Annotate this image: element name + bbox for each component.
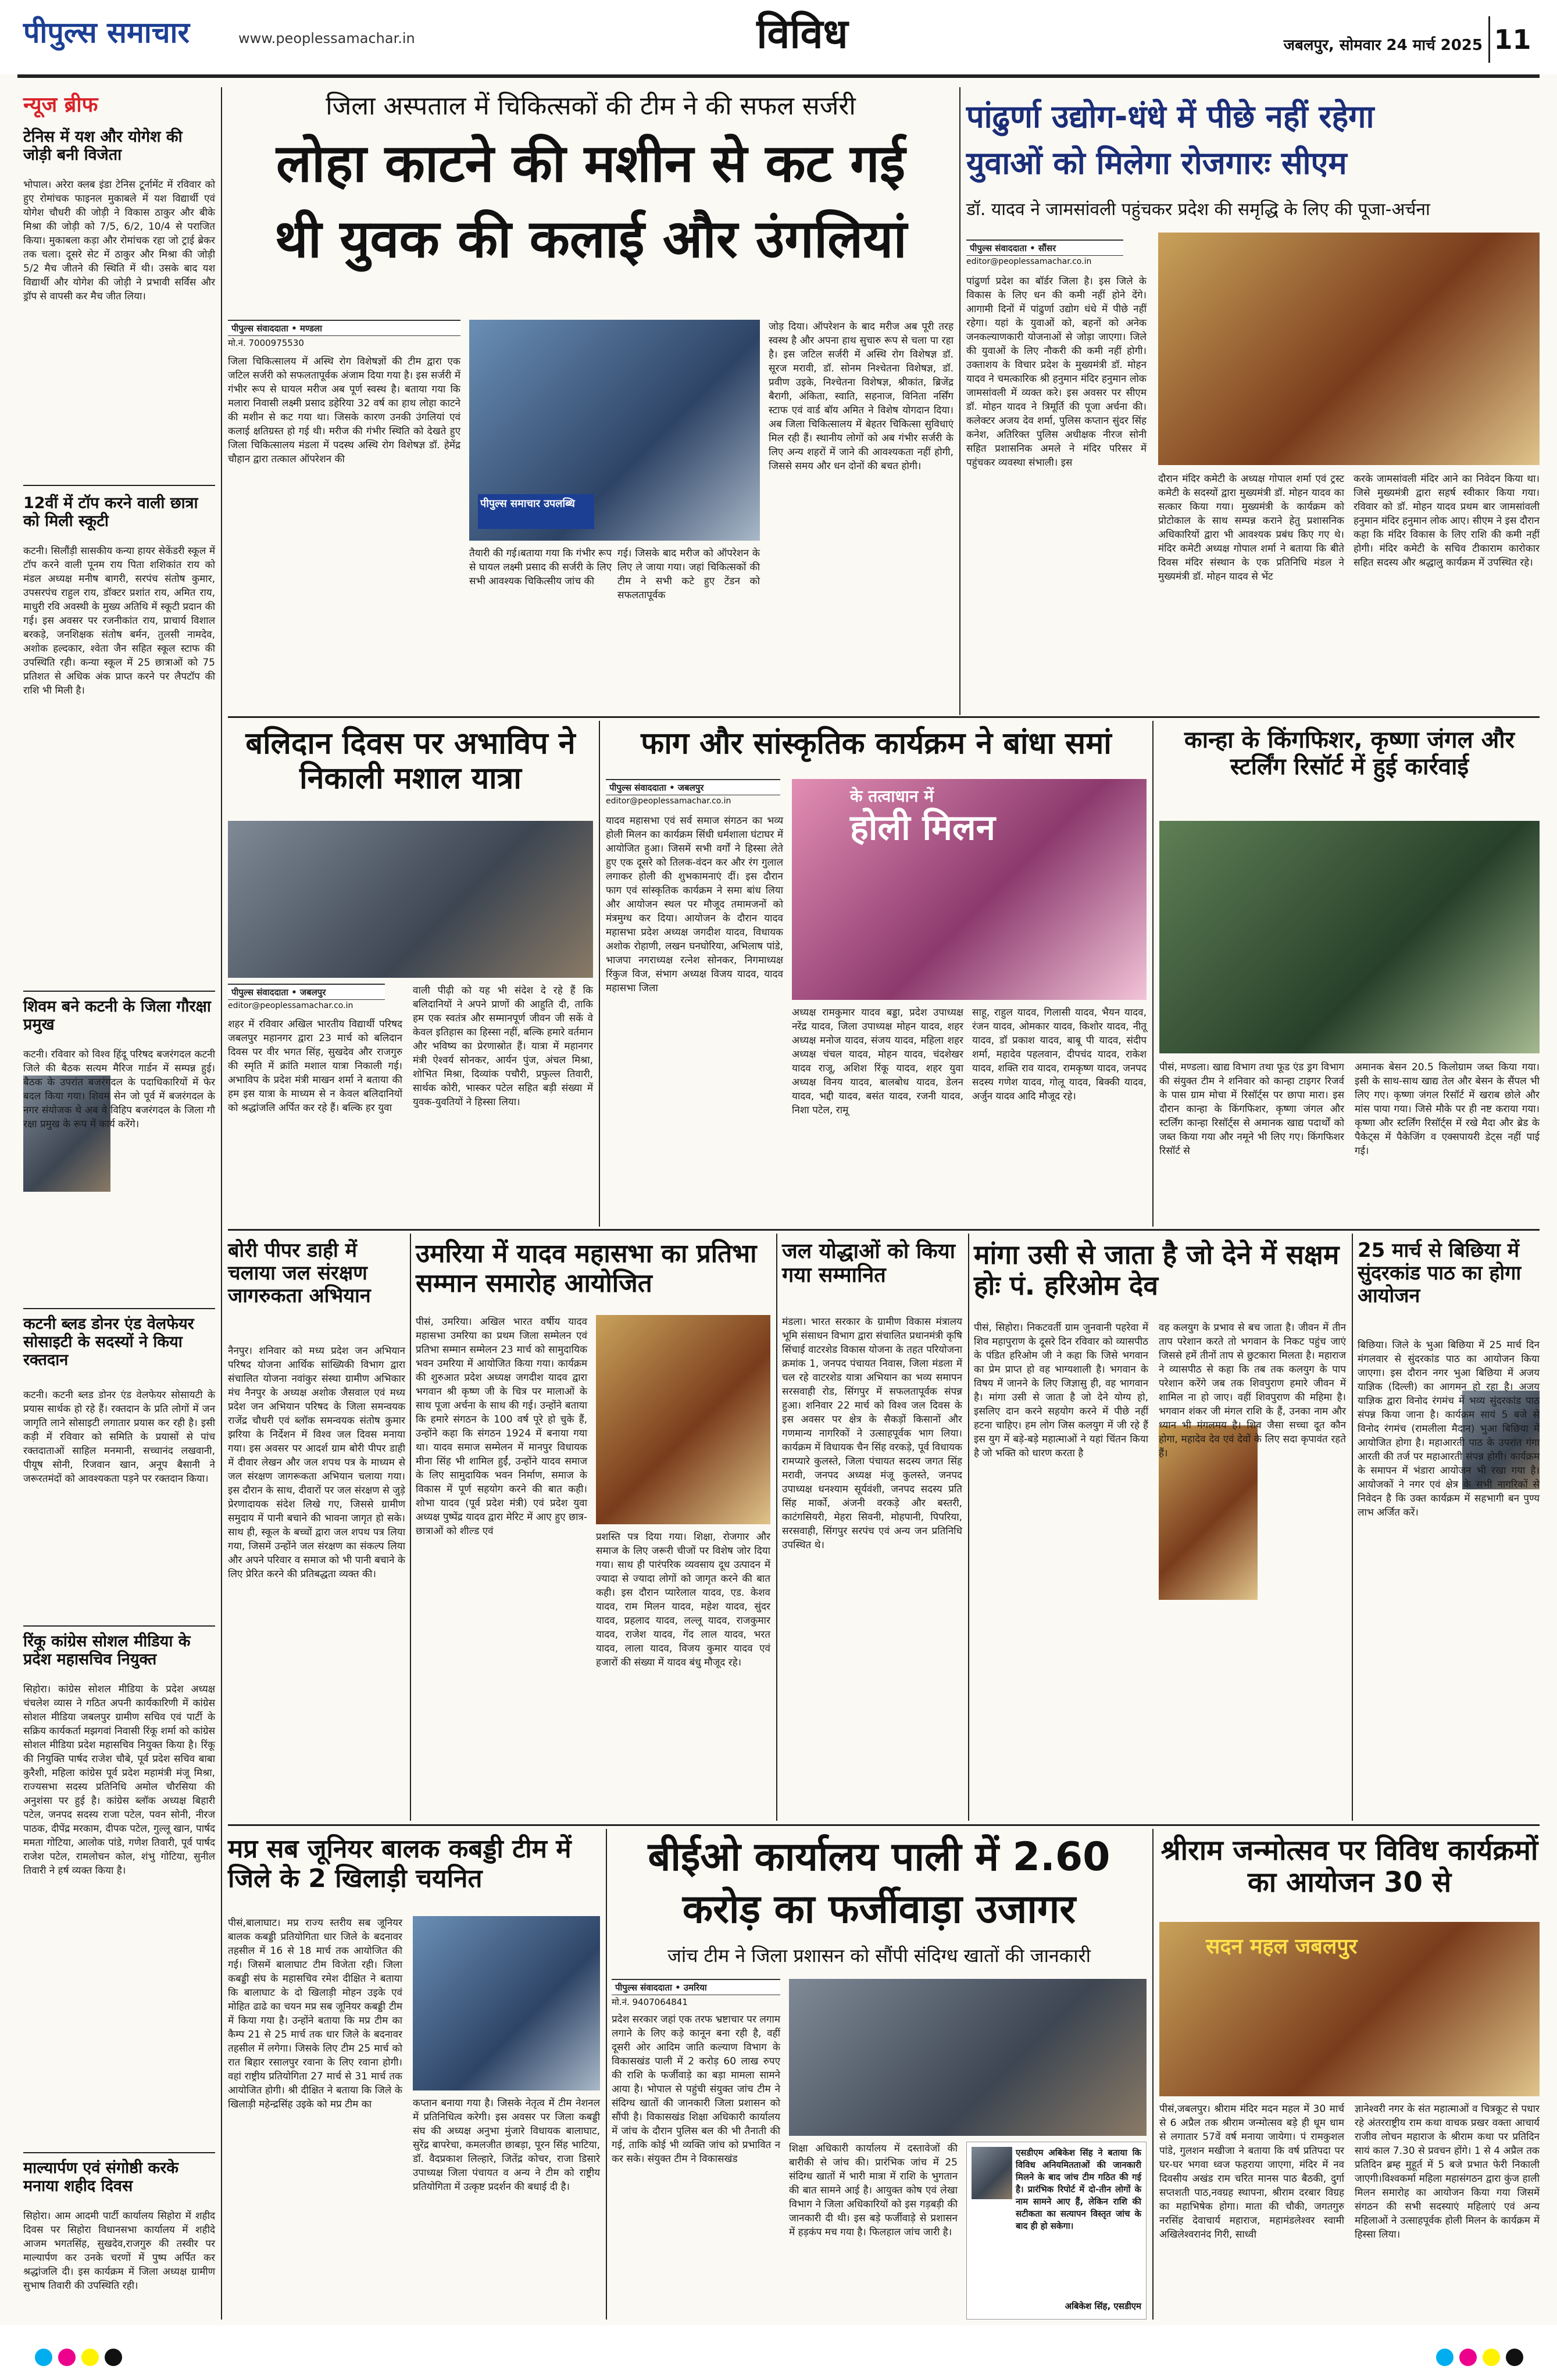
column-divider <box>1352 1234 1353 1821</box>
story-headline: पांढुर्णा उद्योग-धंधे में पीछे नहीं रहेगा <box>966 98 1374 135</box>
story-col-2: शिक्षा अधिकारी कार्यालय में दस्तावेजों की बारीकी से जांच की। प्रारंभिक जांच में 25 संदिग्ध खातों में भारी मात्रा में राशि के भुगतान की बात सामने आई है। आयुक्त कोष एवं लेखा विभाग ने जिला अधिकारियों को इस गड़बड़ी की जानकारी दी थी। इस बड़े फर्जीवाड़े से प्रशासन में हड़कंप मच गया है। फिलहाल जांच जारी है। <box>789 2143 961 2238</box>
story-headline: बलिदान दिवस पर अभाविप ने निकाली मशाल यात्रा <box>245 726 576 796</box>
brief-title-4: कटनी ब्लड डोनर एंड वेलफेयर सोसाइटी के सदस्यों ने किया रक्तदान <box>23 1315 194 1370</box>
story-headline: युवाओं को मिलेगा रोजगारः सीएम <box>966 145 1347 181</box>
brief-body-1: भोपाल। अरेरा क्लब इंडा टेनिस टूर्नामेंट में रविवार को हुए रोमांचक फाइनल मुकाबले में यश विद्यार्थी एवं योगेश चौधरी की जोड़ी ने विकास ठाकुर और बीके मिश्रा की जोड़ी को 7/5, 6/2, 10/4 से पराजित किया। मुकाबला कड़ा और रोमांचक रहा जो ट्राई ब्रेकर तक चला। दूसरे सेट में ठाकुर और मिश्रा की जोड़ी 5/2 मैच जीतने की स्थिति में थी। उसके बाद यश विद्यार्थी और योगेश की जोड़ी ने प्रभावी सर्विस और ड्रॉप से वापसी कर मैच जीत लिया। <box>23 179 219 302</box>
story-col-1: पीसं, सिहोरा। निकटवर्ती ग्राम जुनवानी पहरेवा में शिव महापुराण के दूसरे दिन रविवार को व्यासपीठ के पंडित हरिओम जी ने कहा कि जिसे भगवान का प्रेम प्राप्त हो वह भाग्यशाली है। भगवान के विषय में जानने के लिए जिज्ञासु ही, वह भागवान है। मांगा उसी से जाता है जो देने योग्य हो, इसलिए दान करने सहयोग करने में पीछे नहीं हटना चाहिए। हम लोग जिस कलयुग में जी रहे हैं इस युग में बड़े-बड़े महात्माओं ने यहां चिंतन किया है जो भक्ति को धारण करता है <box>974 1322 1152 1459</box>
quote-author: अबिकेश सिंह, एसडीएम <box>1065 2301 1141 2311</box>
story-email: editor@peoplessamachar.co.in <box>606 796 731 806</box>
column-divider <box>599 721 600 1227</box>
story-deck: जांच टीम ने जिला प्रशासन को सौंपी संदिग्ध खातों की जानकारी <box>667 1945 1091 1967</box>
story-col-1: शहर में रविवार अखिल भारतीय विद्यार्थी परिषद जबलपुर महानगर द्वारा 23 मार्च को बलिदान दिवस पर वीर भगत सिंह, सुखदेव और राजगुरु की स्मृति में क्रांति मशाल यात्रा निकाली गई। अभाविप के प्रदेश मंत्री माखन शर्मा ने बताया की हम इस यात्रा के माध्यम से न केवल बलिदानियों को श्रद्धांजलि अर्पित कर रहे हैं। बल्कि हर युवा <box>228 1019 406 1114</box>
kabaddi-player-photo <box>413 1916 600 2090</box>
masthead <box>0 0 1557 74</box>
story-headline: मांगा उसी से जाता है जो देने में सक्षम होः पं. हरिओम देव <box>974 1239 1340 1301</box>
story-byline: पीपुल्स संवाददाता • सौंसर <box>966 240 1123 256</box>
story-col-3: साहू, राहुल यादव, गिलासी यादव, भैयन यादव, रंजन यादव, ओमकार यादव, किशोर यादव, नीतू यादव, डॉ प्रकाश यादव, बाबू पी यादव, संदीप शर्मा, महादेव पहलवान, दीपचंद यादव, राकेश यादव, शक्ति राव यादव, रामकृष्ण यादव, जनपद सदस्य गणेश यादव, गोलू यादव, बिक्की यादव, अर्जुन यादव आदि मौजूद रहे। <box>972 1007 1150 1102</box>
story-mobile: मो.नं. 7000975530 <box>228 338 304 348</box>
column-divider <box>221 87 222 2320</box>
brief-body-3: कटनी। रविवार को विश्व हिंदू परिषद बजरंगदल कटनी जिले की बैठक सत्यम मैरिज गार्डन में सम्पन्न हुई। बैठक के उपरांत बजरंगदल के पदाधिकारियों में फेर बदल किया गया। शिवम सेन जो पूर्व में बजरंगदल के नगर संयोजक थे अब वे विहिप बजरंगदल के जिला गौ रक्षा प्रमुख के रूप में कार्य करेंगे। <box>23 1049 219 1130</box>
brief-title-5: रिंकू कांग्रेस सोशल मीडिया के प्रदेश महासचिव नियुक्त <box>23 1632 191 1669</box>
story-email: editor@peoplessamachar.co.in <box>966 257 1092 266</box>
holi-banner-line: के तत्वाधान में <box>850 787 934 806</box>
registration-mark <box>1483 2349 1500 2366</box>
story-body: मंडला। भारत सरकार के ग्रामीण विकास मंत्रालय भूमि संसाधन विभाग द्वारा संचालित प्रधानमंत्री कृषि सिंचाई वाटरशेड विकास योजना के तहत परियोजना क्रमांक 1, जनपद पंचायत निवास, जिला मंडला में चल रहे वाटरशेड यात्रा अभियान का भव्य समापन सरसवाही रोड, सिंगपुर में सफलतापूर्वक संपन्न हुआ। शनिवार 22 मार्च को विश्व जल दिवस के इस अवसर पर क्षेत्र के सैकड़ों किसानों और गणमान्य नागरिकों ने उत्साहपूर्वक भाग लिया। कार्यक्रम में विधायक चैन सिंह वरकड़े, पूर्व विधायक रामप्यारे कुलस्ते, जिला पंचायत सदस्य जगत सिंह मरावी, जनपद अध्यक्ष मंजू कुलस्ते, जनपद उपाध्यक्ष धनश्याम सूर्यवंशी, जनपद सदस्य प्रति सिंह मार्को, अंजनी वरकड़े और बस्तरी, काटंगसियरी, मेहरा सिवनी, मोहपानी, पिपरिया, सरसवाही, सिंगपुर सरपंच एवं अन्य जन प्रतिनिधि उपस्थित थे। <box>782 1316 966 1551</box>
story-yadav-mahasabha <box>416 1234 774 1821</box>
story-byline: पीपुल्स संवाददाता • जबलपुर <box>228 984 385 1000</box>
story-byline: पीपुल्स संवाददाता • मण्डला <box>228 320 460 336</box>
story-headline: करोड़ का फर्जीवाड़ा उजागर <box>682 1886 1076 1932</box>
column-divider <box>606 1829 607 2320</box>
registration-mark <box>35 2349 52 2366</box>
column-divider <box>776 1234 777 1821</box>
story-kanha-raid <box>1159 721 1543 1227</box>
quote-text: एसडीएम अबिकेश सिंह ने बताया कि विविध अनियमितताओं की जानकारी मिलने के बाद जांच टीम गठित की गई है। प्रारंभिक रिपोर्ट में दो-तीन लोगों के नाम सामने आए हैं, लेकिन राशि की सटीकता का सत्यापन विस्तृत जांच के बाद ही हो सकेगा। <box>1016 2147 1145 2231</box>
story-col-1: पीसं, उमरिया। अखिल भारत वर्षीय यादव महासभा उमरिया का प्रथम जिला सम्मेलन एवं प्रतिभा सम्मान सम्मेलन 23 मार्च को सामुदायिक भवन उमरिया में आयोजित किया गया। कार्यक्रम की शुरुआत प्रदेश अध्यक्ष जगदीश यादव द्वारा भगवान श्री कृष्ण जी के चित्र पर मालाओं के साथ पूजा अर्चना के साथ की गई। उन्होंने बताया कि हमारे संगठन के 100 वर्ष पूरे हो चुके हैं, उन्होंने कहा कि संगठन 1924 में बनाया गया था। यादव समाज सम्मेलन में मानपुर विधायक मीना सिंह भी शामिल हुईं, उन्होंने यादव समाज के लिए सामुदायिक भवन निर्माण, समाज के विकास में पूर्ण सहयोग करने की बात कही। शोभा यादव (पूर्व प्रदेश मंत्री) एवं प्रदेश युवा अध्यक्ष पुष्पेंद्र यादव द्वारा मेरिट में आए हुए छात्र-छात्राओं को शील्ड एवं <box>416 1316 591 1537</box>
story-col-2: वह कलयुग के प्रभाव से बच जाता है। जीवन में तीन ताप परेशान करते तो भगवान के निकट पहुंच जाएं जिससे हमें तीनों ताप से छुटकारा मिलता है। महाराज ने व्यासपीठ से कहा कि तब तक कलयुग के पाप परेशान करेंगे जब तक शिवपुराण हमारे जीवन में शामिल ना हो जाए। वहीं शिवपुराण की महिमा है। भगवान शंकर जी मंगल राशि के हैं, उनका नाम और ध्यान भी मंगलमय है। शिव जैसा सच्चा दूत कौन होगा, महादेव देव एवं देवों के लिए सदा कृपावंत रहते हैं। <box>1159 1322 1349 1459</box>
story-headline: श्रीराम जन्मोत्सव पर विविध कार्यक्रमों का आयोजन 30 से <box>1160 1834 1538 1899</box>
story-water-warriors <box>782 1234 966 1821</box>
story-col-3: गई। जिसके बाद मरीज को ऑपरेशन के लिए ले जाया गया। जहां चिकित्सकों की टीम ने सभी कटे हुए टेंडन को सफलतापूर्वक <box>617 548 763 601</box>
story-holi-milan <box>606 721 1150 1227</box>
registration-mark <box>105 2349 122 2366</box>
seized-food-photo <box>1159 821 1540 1053</box>
sdm-quote-box <box>966 2142 1147 2320</box>
story-col-2: प्रशस्ति पत्र दिया गया। शिक्षा, रोजगार और समाज के लिए जरूरी चीजों पर विशेष जोर दिया गया। साथ ही पारंपरिक व्यवसाय दूध उत्पादन में ज्यादा से ज्यादा लोगों को जागृत करने की बात कही। इस दौरान प्यारेलाल यादव, एड. केशव यादव, राम मिलन यादव, महेश यादव, सुंदर यादव, प्रहलाद यादव, लल्लू यादव, राजकुमार यादव, राजेश यादव, गेंद लाल यादव, भरत यादव, लाला यादव, विजय कुमार यादव एवं हजारों की संख्या में यादव बंधु मौजूद रहे। <box>596 1531 774 1668</box>
story-col-1: पीसं,बालाघाट। मप्र राज्य स्तरीय सब जूनियर बालक कबड्डी प्रतियोगिता धार जिले के बदनावर तहसील में 16 से 18 मार्च तक आयोजित की गई। जिसमें बालाघाट टीम विजेता रही। जिला कबड्डी संघ के महासचिव रमेश दीक्षित ने बताया कि बालाघाट के दो खिलाड़ी मोहन उइके एवं मोहित ढाढे का चयन मप्र सब जूनियर कबड्डी टीम में किया गया है। उन्होंने बताया कि मप्र टीम का कैम्प 21 से 25 मार्च तक धार जिले के बदनावर तहसील में लगेगा। जिसके लिए टीम 25 मार्च को रात बिहार रसालपुर रवाना के लिए रवाना होगी। वहां राष्ट्रीय प्रतियोगिता 27 मार्च से 31 मार्च तक आयोजित होगी। श्री दीक्षित ने बताया कि जिले के खिलाड़ी महेन्द्रसिंह उइके को मप्र टीम का <box>228 1917 406 2110</box>
row-divider <box>228 1229 1540 1231</box>
brief-divider <box>23 485 215 486</box>
brief-divider <box>23 1308 215 1309</box>
story-email: editor@peoplessamachar.co.in <box>228 1001 353 1010</box>
brand-logo: पीपुल्स समाचार <box>23 16 190 49</box>
holi-banner-title: होली मिलन <box>850 807 995 848</box>
page-number: 11 <box>1488 16 1535 63</box>
story-body: बिछिया। जिले के भुआ बिछिया में 25 मार्च दिन मंगलवार से सुंदरकांड पाठ का आयोजन किया जाएगा। इस दौरान नगर भुआ बिछिया में अजय याज्ञिक (दिल्ली) का आगमन हो रहा है। अजय याज्ञिक द्वारा विनोद रंगमंच में भव्य सुंदरकांड पाठ संपन्न किया जाना है। कार्यक्रम सायं 5 बजे से विनोद रंगमंच (रामलीला मैदान) भुआ बिछिया में आयोजित होगा है। महाआरती पाठ के उपरांत गंगा आरती की तर्ज पर महाआरती संपन्न होगी। कार्यक्रम के समापन में भंडारा आयोजन भी रखा गया है। आयोजकों ने नगर एवं क्षेत्र के सभी नागरिकों से निवेदन है कि उक्त कार्यक्रम में सहभागी बन पुण्य लाभ अर्जित करें। <box>1358 1339 1543 1518</box>
column-divider <box>1152 721 1154 1227</box>
story-ram-janmotsav <box>1159 1829 1543 2320</box>
brief-divider <box>23 1625 215 1627</box>
story-headline: मप्र सब जूनियर बालक कबड्डी टीम में जिले के 2 खिलाड़ी चयनित <box>228 1834 572 1893</box>
story-col-2: कप्तान बनाया गया है। जिसके नेतृत्व में टीम नेशनल में प्रतिनिधित्व करेगी। इस अवसर पर जिला कबड्डी संघ की अध्यक्ष अनुभा मुंजारे विधायक बालाघाट, सुरेंद्र बापरेचा, कमलजीत छाबड़ा, पूरन सिंह भाटिया, डॉ. वैदप्रकाश लिल्हारे, जितेंद्र कोचर, राजा डिसारे उपाध्यक्ष जिला पंचायत व अन्य ने टीम को राष्ट्रीय प्रतियोगिता में उत्कृष्ट प्रदर्शन की बधाई दी है। <box>413 2097 603 2193</box>
story-byline: पीपुल्स संवाददाता • जबलपुर <box>606 779 780 795</box>
brief-title-1: टेनिस में यश और योगेश की जोड़ी बनी विजेता <box>23 128 183 165</box>
story-col-3: करके जामसांवली मंदिर आने का निवेदन किया था। जिसे मुख्यमंत्री द्वारा सहर्ष स्वीकार किया गया। रविवार को डॉ. मोहन यादव प्रथम बार जामसांवली हनुमान मंदिर हनुमान लोक आए। सीएम ने इस दौरान कहा कि मंदिर विकास के लिए राशि की कमी नहीं होगी। मंदिर कमेटी के सचिव टीकाराम कारोकार सहित सदस्य और श्रद्धालु कार्यक्रम में उपस्थित रहे। <box>1354 473 1543 569</box>
story-surgery <box>228 87 957 715</box>
section-title: विविध <box>756 10 848 58</box>
felicitation-photo <box>596 1315 770 1524</box>
registration-mark <box>58 2349 76 2366</box>
story-col-1: प्रदेश सरकार जहां एक तरफ भ्रष्टाचार पर लगाम लगाने के लिए कड़े कानून बना रही है, वहीं दूसरी ओर आदिम जाति कल्याण विभाग के विकासखंड पाली में 2 करोड़ 60 लाख रुपए की राशि के फर्जीवाड़े का बड़ा मामला सामने आया है। भोपाल से पहुंची संयुक्त जांच टीम ने संदिग्ध खातों की जानकारी जिला प्रशासन को सौंपी है। विकासखंड शिक्षा अधिकारी कार्यालय में जांच के दौरान पुलिस बल की भी तैनाती की गई, ताकि कोई भी व्यक्ति जांच को प्रभावित न कर सके। संयुक्त टीम ने विकासखंड <box>612 2014 784 2165</box>
registration-mark <box>81 2349 99 2366</box>
masthead-rule <box>17 74 1540 78</box>
brief-divider <box>23 2152 215 2153</box>
brief-body-5: सिहोरा। कांग्रेस सोशल मीडिया के प्रदेश अध्यक्ष चंचलेश व्यास ने गठित अपनी कार्यकारिणी में कांग्रेस सोशल मीडिया जबलपुर ग्रामीण सचिव एवं पार्टी के सक्रिय कार्यकर्ता मझगवां निवासी रिंकू शर्मा को कांग्रेस सोशल मीडिया प्रदेश महासचिव नियुक्त किया है। रिंकू की नियुक्ति पार्षद राजेश चौबे, पूर्व प्रदेश सचिव बाबा कुरैशी, महिला कांग्रेस पूर्व प्रदेश महामंत्री मंजू मिश्रा, राज्यसभा सदस्य प्रतिनिधि अमोल चौरसिया की अनुशंसा पर हुई है। कांग्रेस ब्लॉक अध्यक्ष बिहारी पटेल, जनपद सदस्य राजा पटेल, पवन सोनी, नीरज पाठक, दीपेंद्र मरकाम, दीपक पटेल, गुल्लू खान, पार्षद ममता गोटिया, आलोक पांडे, गणेश तिवारी, पूर्व पार्षद राजेश पटेल, रामलोचन कोल, शंभु गोटिया, सुनील तिवारी ने हर्ष व्यक्त किया है। <box>23 1684 219 1877</box>
story-col-2: अमानक बेसन 20.5 किलोग्राम जब्त किया गया। इसी के साथ-साथ खाद्य तेल और बेसन के सैंपल भी लिए गए। कृष्णा जंगल रिसॉर्ट में खराब छोले और मांस पाया गया। जिसे मौके पर ही नष्ट कराया गया। कृष्णा और स्टर्लिंग रिसॉर्ट्स में रखे मैदा और ब्रेड के पैकेट्स में पैकेजिंग व एक्सपायरी डेट्स नहीं पाई गई। <box>1355 1062 1543 1157</box>
story-col-1: पांढुर्णा प्रदेश का बॉर्डर जिला है। इस जिले के विकास के लिए धन की कमी नहीं होने देंगे। आगामी दिनों में पांढुर्णा उद्योग धंधे में पीछे नहीं रहेगा। यहां के युवाओं को, बहनों को अनेक जनकल्याणकारी योजनाओं से जोड़ा जाएगा। जिले की युवाओं के लिए नौकरी की कमी नहीं होगी। उक्ताशय के विचार प्रदेश के मुख्यमंत्री डॉ. मोहन यादव ने चमत्कारिक श्री हनुमान मंदिर हनुमान लोक जामसांवली में व्यक्त करे। इस अवसर पर सीएम डॉ. मोहन यादव ने त्रिमूर्ति की पूजा अर्चना की। कलेक्टर अजय देव शर्मा, पुलिस कप्तान सुंदर सिंह कनेश, अतिरिक्त पुलिस अधीक्षक नीरज सोनी सहित प्रशासनिक अमले ने मंदिर परिसर में पहुंचकर व्यवस्था संभाली। इस <box>966 276 1150 469</box>
brief-divider <box>23 991 215 992</box>
column-divider <box>959 87 960 715</box>
beo-office-photo <box>789 1979 1147 2136</box>
column-divider <box>410 1234 411 1821</box>
story-headline: 25 मार्च से बिछिया में सुंदरकांड पाठ का होगा आयोजन <box>1358 1239 1522 1308</box>
story-beo-fraud <box>612 1829 1147 2320</box>
sdm-portrait <box>972 2147 1012 2199</box>
story-sundarkand <box>1358 1234 1543 1821</box>
torch-rally-photo <box>228 821 593 978</box>
story-kicker: जिला अस्पताल में चिकित्सकों की टीम ने की सफल सर्जरी <box>326 91 856 121</box>
story-col-2: ज्ञानेश्वरी नगर के संत महात्माओं व चित्रकूट से पधार रहे अंतरराष्ट्रीय राम कथा वाचक प्रखर वक्ता आचार्य राजीव लोचन महाराज के श्रीराम कथा पर प्रतिदिन सायं काल 7.30 से प्रवचन होंगे। 1 से 4 अप्रैल तक प्रतिदिन ब्रम्ह मुहूर्त में 5 बजे प्रभात फेरी निकाली जाएगी।विश्वकर्मा महिला महासंगठन द्वारा कुंज हाली मिलन समारोह का आयोजन किया गया जिसमें संगठन की सभी सदस्याएं महिलाएं एवं अन्य महिलाओं ने उत्साहपूर्वक होली मिलन के कार्यक्रम में हिस्सा लिया। <box>1355 2103 1543 2240</box>
column-divider <box>1152 1829 1154 2320</box>
registration-mark <box>1506 2349 1523 2366</box>
story-headline: कान्हा के किंगफिशर, कृष्णा जंगल और स्टर्लिंग रिसॉर्ट में हुई कार्रवाई <box>1184 727 1515 780</box>
row-divider <box>228 1824 1540 1826</box>
issue-date: जबलपुर, सोमवार 24 मार्च 2025 <box>1283 37 1483 54</box>
story-col-4: जोड़ दिया। ऑपरेशन के बाद मरीज अब पूरी तरह स्वस्थ है और अपना हाथ सुचारु रूप से चला पा रहा है। इस जटिल सर्जरी में अस्थि रोग विशेषज्ञ डॉ. सूरज मरावी, डॉ. सोनम निश्चेतना विशेषज्ञ, डॉ. प्रवीण उइके, निश्चेतना विशेषज्ञ, श्रीकांत, ब्रिजेंद्र बैरागी, अंकिता, स्वाति, सहनाज, विनिता नर्सिंग स्टाफ एवं वार्ड बॉय अमित ने विशेष योगदान दिया। अब जिला चिकित्सालय में बेहतर चिकित्सा सुविधाएं मिल रही हैं। स्थानीय लोगों को अब गंभीर सर्जरी के लिए अन्य शहरों में जाने की आवश्यकता नहीं होगी, जिससे समय और धन दोनों की बचत होगी। <box>769 321 957 472</box>
story-col-1: यादव महासभा एवं सर्व समाज संगठन का भव्य होली मिलन का कार्यक्रम सिंधी धर्मशाला घंटाघर में आयोजित हुआ। जिसमें सभी वर्गों ने हिस्सा लेते हुए एक दूसरे को तिलक-वंदन कर और रंग गुलाल लगाकर होली की शुभकामनाएं दीं। इस दौरान फाग एवं सांस्कृतिक कार्यक्रम ने समा बांध लिया और आयोजन स्थल पर मौजूद तमामजनों को मंत्रमुग्ध कर दिया। आयोजन के दौरान यादव महासभा प्रदेश अध्यक्ष जगदीश यादव, विधायक अशोक रोहाणी, लखन घनघोरिया, अभिलाष पांडे, भाजपा नगराध्यक्ष रत्नेश सोनकर, निगमाध्यक्ष रिंकुज विज, संभाग अध्यक्ष विजय यादव, यादव महासभा जिला <box>606 815 787 994</box>
story-col-2: अध्यक्ष रामकुमार यादव बड्डा, प्रदेश उपाध्यक्ष नरेंद्र यादव, जिला उपाध्यक्ष मोहन यादव, शहर अध्यक्ष मनोज यादव, संजय यादव, महिला शहर अध्यक्ष चंचल यादव, मोहन यादव, चंदशेखर यादव राजू, अशिश रिंकू यादव, शहर युवा अध्यक्ष विनय यादव, बालबोध यादव, डेलन यादव, भद्दी यादव, बसंत यादव, रजनी यादव, निशा पटेल, रामू <box>792 1007 967 1116</box>
story-col-2: दौरान मंदिर कमेटी के अध्यक्ष गोपाल शर्मा एवं ट्रस्ट कमेटी के सदस्यों द्वारा मुख्यमंत्री डॉ. मोहन यादव का सत्कार किया गया। मुख्यमंत्री के कार्यक्रम को प्रोटोकाल के साथ सम्पन्न कराने हेतु प्रशासनिक अधिकारियों द्वारा भी आवश्यक प्रबंध किए गए थे। मंदिर कमेटी अध्यक्ष गोपाल शर्मा ने बताया कि बीते दिवस मंदिर संस्थान के एक प्रतिनिधि मंडल ने मुख्यमंत्री डॉ. मोहन यादव से भेंट <box>1158 473 1348 583</box>
story-col-1: जिला चिकित्सालय में अस्थि रोग विशेषज्ञों की टीम द्वारा एक जटिल सर्जरी को सफलतापूर्वक अंजाम दिया गया है। इस सर्जरी में गंभीर रूप से घायल मरीज अब पूर्ण स्वस्थ है। बताया गया कि मलारा निवासी लक्ष्मी प्रसाद डहेरिया 32 वर्ष का हाथ लोहा काटने की मशीन से कट गया था। जिसके कारण उनकी उंगलियां एवं कलाई क्षतिग्रस्त हो गई थी। मरीज की गंभीर स्थिति को देखते हुए जिला चिकित्सालय मंडला में पदस्थ अस्थि रोग विशेषज्ञ डॉ. हेमेंद्र चौहान द्वारा तत्काल ऑपरेशन की <box>228 356 464 465</box>
story-byline: पीपुल्स संवाददाता • उमरिया <box>612 1979 780 1995</box>
news-brief-label: न्यूज ब्रीफ <box>23 93 98 117</box>
story-headline: उमरिया में यादव महासभा का प्रतिभा सम्मान समारोह आयोजित <box>416 1239 757 1298</box>
brief-body-6: सिहोरा। आम आदमी पार्टी कार्यालय सिहोरा में शहीद दिवस पर सिहोरा विधानसभा कार्यालय में शहीदे आजम भगतसिंह, सुखदेव,राजगुरु की तस्वीर पर माल्यार्पण कर उनके चरणों में पुष्प अर्पित कर श्रद्धांजलि दी। इस कार्यक्रम में जिला अध्यक्ष ग्रामीण सुभाष तिवारी की उपस्थिति रही। <box>23 2210 219 2292</box>
brief-title-3: शिवम बने कटनी के जिला गौरक्षा प्रमुख <box>23 998 211 1034</box>
website-link[interactable]: www.peoplessamachar.in <box>238 30 415 47</box>
footer-color-bar <box>0 2325 1557 2380</box>
column-divider <box>968 1234 969 1821</box>
story-water-campaign <box>228 1234 409 1821</box>
story-headline: जल योद्धाओं को किया गया सम्मानित <box>782 1239 955 1288</box>
brief-body-4: कटनी। कटनी ब्लड डोनर एंड वेलफेयर सोसायटी के प्रयास सार्थक हो रहे हैं। रक्तदान के प्रति लोगों में जन जागृति लाने सोसाइटी लगातार प्रयास कर रही है। इसी कड़ी में रविवार को समिति के प्रयासों से पांच रक्तदाताओं साहिल मनमानी, सच्चानंद लखवानी, पीयूष सोनी, रिजवान खान, अनूप बैसानी ने जरूरतमंदों को आवश्यकता पड़ने पर रक्तदान किया। <box>23 1389 219 1485</box>
row-divider <box>228 716 1540 718</box>
story-headline: बोरी पीपर डाही में चलाया जल संरक्षण जागरुकता अभियान <box>228 1239 371 1308</box>
brief-title-6: माल्यार्पण एवं संगोष्ठी करके मनाया शहीद दिवस <box>23 2159 178 2196</box>
registration-mark <box>1436 2349 1454 2366</box>
story-headline: लोहा काटने की मशीन से कट गई <box>276 133 906 194</box>
story-body: नैनपुर। शनिवार को मध्य प्रदेश जन अभियान परिषद योजना आर्थिक सांख्यिकी विभाग द्वारा संचालित योजना नवांकुर संस्था ग्रामीण अभिकार मंच नैनपुर के अध्यक्ष अशोक जैसवाल एवं मध्य प्रदेश जन अभियान परिषद के जिला समन्वयक राजेंद्र चौधरी एवं ब्लॉक समन्वयक संतोष कुमार झरिया के निर्देशन में विश्व जल दिवस मनाया गया। इस अवसर पर आदर्श ग्राम बोरी पीपर डाही में दीवार लेखन और जल शपथ पत्र के माध्यम से जल संरक्षण जागरूकता अभियान चलाया गया। इस दौरान के साथ, दीवारों पर जल संरक्षण से जुड़े प्रेरणादायक संदेश लिखे गए, जिससे ग्रामीण समुदाय में पानी बचाने की भावना जागृत हो सके। साथ ही, स्कूल के बच्चों द्वारा जल शपथ पत्र लिया गया, जिसमें उन्होंने जल संरक्षण का संकल्प लिया और अपने परिवार व समाज को भी पानी बचाने के लिए प्रेरित करने की प्रतिबद्धता व्यक्त की। <box>228 1345 409 1580</box>
story-shiv-puran <box>974 1234 1349 1821</box>
story-col-2: वाली पीढ़ी को यह भी संदेश दे रहे हैं कि बलिदानियों ने अपने प्राणों की आहुति दी, ताकि हम एक स्वतंत्र और सम्मानपूर्ण जीवन जी सकें वे केवल इतिहास का हिस्सा नहीं, बल्कि हमारे वर्तमान और भविष्य का प्रेरणास्रोत हैं। यात्रा में महानगर मंत्री ऐश्वर्य सोनकर, आर्यन पुंज, अंचल मिश्रा, शोभित मिश्रा, दिव्यांक पचौरी, प्रफुल्ल तिवारी, सार्थक कोरी, भास्कर पटेल सहित बड़ी संख्या में युवक-युवतियों ने हिस्सा लिया। <box>413 985 597 1108</box>
photo-tag: पीपुल्स समाचार उपलब्धि <box>478 494 594 529</box>
story-col-2: तैयारी की गई।बताया गया कि गंभीर रूप से घायल लक्ष्मी प्रसाद की सर्जरी के लिए सभी आवश्यक चिकित्सीय जांच की <box>469 548 615 587</box>
story-kabaddi <box>228 1829 603 2320</box>
story-headline: थी युवक की कलाई और उंगलियां <box>274 209 907 270</box>
ram-banner-text: सदन महल जबलपुर <box>1206 1935 1358 1959</box>
story-col-1: पीसं,जबलपुर। श्रीराम मंदिर मदन महल में 30 मार्च से 6 अप्रैल तक श्रीराम जन्मोत्सव बड़े ही धूम धाम से लगातार 57वें वर्ष मनाया जायेगा। पं रामकुशल पांडे, गुलशन मखीजा ने बताया कि वर्ष प्रतिपदा पर घर-घर भगवा ध्वज फहराया जाएगा, मंदिर में नव दिवसीय अखंड राम चरित मानस पाठ बैठकी, दुर्गा सप्तशती पाठ,नवग्रह स्थापना, श्रीराम दरबार विग्रह का महाभिषेक होगा। माता की चौकी, जगतगुरु नरसिंह देवाचार्य महाराज, महामंडलेश्वर स्वामी अखिलेश्वरानंद गिरी, साध्वी <box>1159 2103 1348 2240</box>
brief-title-2: 12वीं में टॉप करने वाली छात्रा को मिली स्कूटी <box>23 494 198 531</box>
story-mobile: मो.नं. 9407064841 <box>612 1997 688 2007</box>
registration-mark <box>1459 2349 1477 2366</box>
story-torch-rally <box>228 721 597 1227</box>
cm-worship-photo <box>1158 233 1540 465</box>
story-deck: डॉ. यादव ने जामसांवली पहुंचकर प्रदेश की समृद्धि के लिए की पूजा-अर्चना <box>966 199 1430 220</box>
story-headline: फाग और सांस्कृतिक कार्यक्रम ने बांधा समां <box>641 726 1112 761</box>
brief-body-2: कटनी। सिलौंड़ी सासकीय कन्या हायर सेकेंडरी स्कूल में टॉप करने वाली पूनम राय पिता शशिकांत राय को मंडल अध्यक्ष मनीष बागरी, सरपंच संतोष कुमार, उपसरपंच राहुल राय, डॉक्टर प्रशांत राय, अमित राय, माधुरी रवि अवस्थी के मुख्य अतिथि में स्कूटी प्रदान की गई। इस अवसर पर रजनीकांत राय, प्राचार्य विशाल बरकड़े, जनशिक्षक संतोष बर्मन, तुलसी नामदेव, अशोक हल्दकार, श्वेता जैन सहित स्कूल स्टाफ की उपस्थिति रही। कन्या स्कूल में 25 छात्राओं को 75 प्रतिशत से अधिक अंक प्राप्त करने पर लैपटॉप की राशि भी मिली है। <box>23 545 219 696</box>
news-brief-column <box>23 87 219 2320</box>
story-headline: बीईओ कार्यालय पाली में 2.60 <box>648 1834 1110 1880</box>
story-cm-pandhurna <box>966 87 1543 715</box>
story-col-1: पीसं, मण्डला। खाद्य विभाग तथा फूड एंड ड्रग विभाग की संयुक्त टीम ने शनिवार को कान्हा टाइगर रिजर्व के पास ग्राम मोचा में रिसॉर्ट्स पर छापा मारा। इस दौरान कान्हा के किंगफिशर, कृष्णा जंगल और स्टर्लिंग कान्हा रिसॉर्ट्स से अमानक खाद्य पदार्थों को जब्त किया गया और नमूने भी लिए गए। किंगफिशर रिसॉर्ट से <box>1159 1062 1348 1157</box>
